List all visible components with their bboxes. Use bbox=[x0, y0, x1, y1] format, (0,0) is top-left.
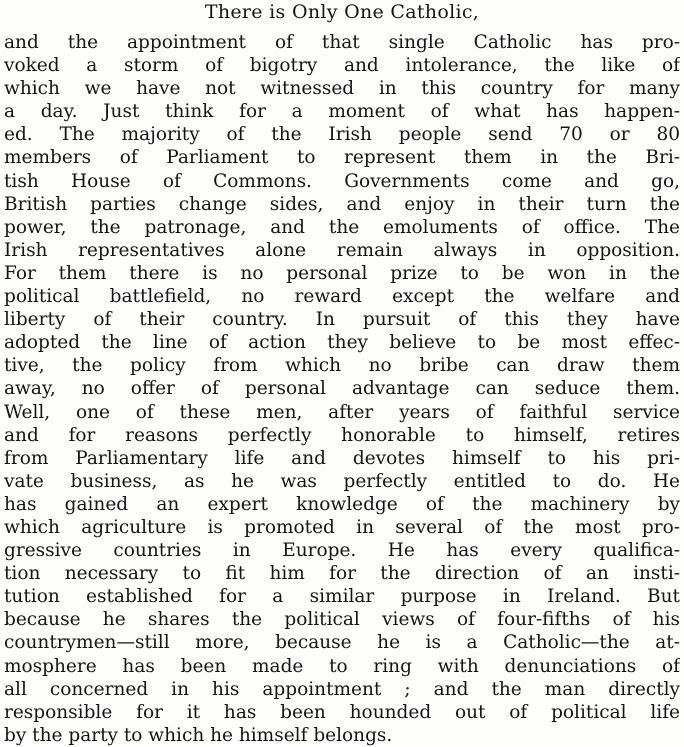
text-line: and the appointment of that single Catholic has pro- bbox=[4, 32, 680, 53]
text-line: political battlefield, no reward except the welfare and bbox=[4, 286, 680, 308]
text-line: tive, the policy from which no bribe can draw them bbox=[4, 355, 680, 377]
text-line: Well, one of these men, after years of faithful service bbox=[4, 401, 680, 423]
text-line: all concerned in his appointment ; and the man directly bbox=[4, 678, 680, 700]
text-line: For them there is no personal prize to be won in the bbox=[4, 262, 680, 284]
text-line: responsible for it has been hounded out of political life bbox=[4, 701, 680, 723]
text-line: and for reasons perfectly honorable to himself, retires bbox=[4, 424, 680, 446]
text-line: which agriculture is promoted in several of the most pro- bbox=[4, 516, 680, 538]
text-line: liberty of their country. In pursuit of this they have bbox=[4, 309, 680, 331]
text-line: by the party to which he himself belongs. bbox=[4, 724, 393, 746]
text-line: countrymen—still more, because he is a Catholic—the at- bbox=[4, 632, 680, 654]
text-line: tution established for a similar purpose in Ireland. But bbox=[4, 586, 680, 608]
text-line: adopted the line of action they believe to be most effec- bbox=[4, 332, 680, 354]
text-line: tion necessary to fit him for the direction of an insti- bbox=[4, 563, 680, 585]
text-line: members of Parliament to represent them in the Bri- bbox=[4, 147, 680, 169]
text-line: away, no offer of personal advantage can seduce them. bbox=[4, 378, 680, 400]
text-line: has gained an expert knowledge of the machinery by bbox=[4, 493, 680, 515]
article-body bbox=[4, 31, 680, 747]
text-line: British parties change sides, and enjoy in their turn the bbox=[4, 193, 680, 215]
text-line: a day. Just think for a moment of what has happen- bbox=[4, 101, 680, 123]
text-line: tish House of Commons. Governments come and go, bbox=[4, 170, 680, 192]
article-headline: There is Only One Catholic, bbox=[204, 1, 480, 23]
text-line: Irish representatives alone remain always in opposition. bbox=[4, 239, 680, 261]
text-line: because he shares the political views of four-fifths of his bbox=[4, 609, 680, 631]
text-line: voked a storm of bigotry and intolerance, the like of bbox=[4, 55, 680, 77]
text-line: gressive countries in Europe. He has every qualifica- bbox=[4, 540, 680, 562]
text-line: ed. The majority of the Irish people send 70 or 80 bbox=[4, 124, 680, 146]
text-line: which we have not witnessed in this country for many bbox=[4, 78, 680, 100]
text-line: vate business, as he was perfectly entitled to do. He bbox=[4, 470, 680, 492]
text-line: power, the patronage, and the emoluments of office. The bbox=[4, 216, 680, 238]
text-line: from Parliamentary life and devotes himself to his pri- bbox=[4, 447, 680, 469]
text-line: mosphere has been made to ring with denunciations of bbox=[4, 655, 680, 677]
